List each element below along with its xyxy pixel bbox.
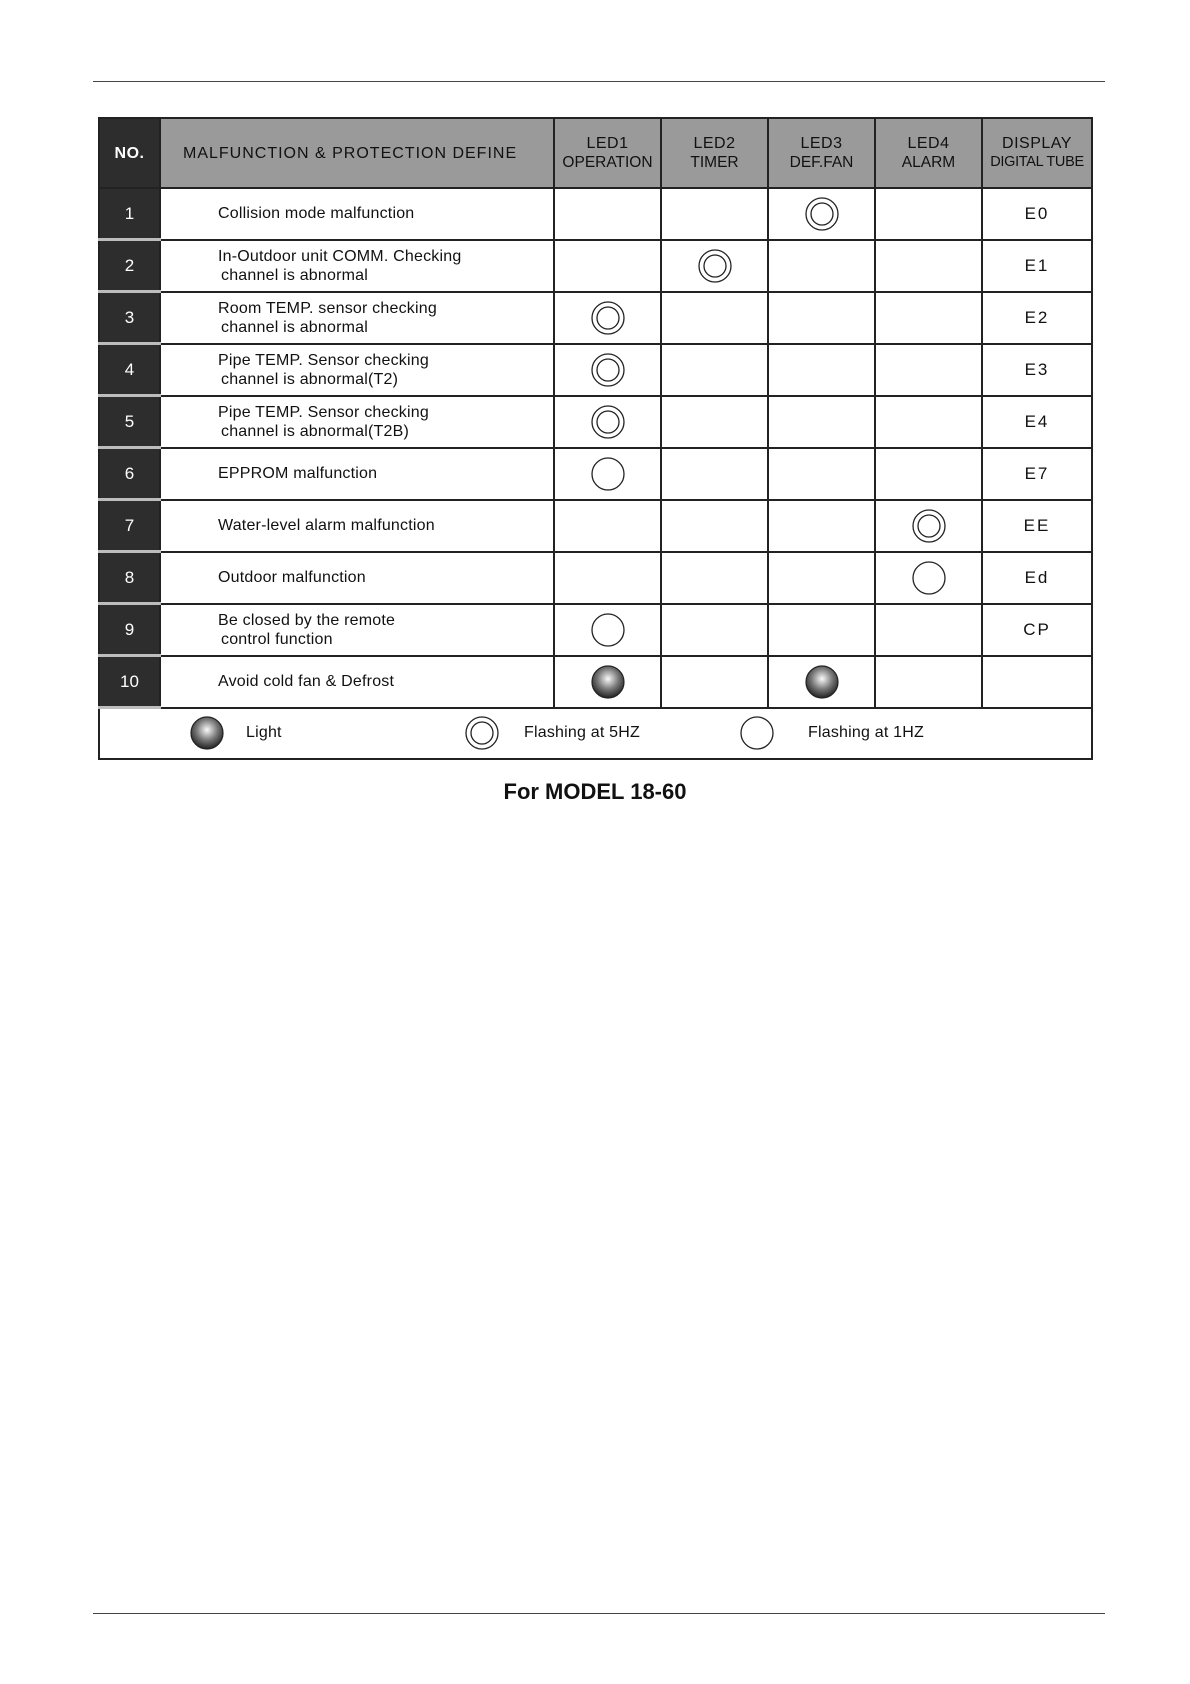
header-display: DISPLAY DIGITAL TUBE <box>982 118 1092 188</box>
row-led1 <box>554 188 661 240</box>
row-led3 <box>768 500 875 552</box>
row-led4 <box>875 344 982 396</box>
row-description: EPPROM malfunction <box>160 448 554 500</box>
table-row <box>99 396 1092 448</box>
table-row <box>99 344 1092 396</box>
row-description: In-Outdoor unit COMM. Checking channel is abnormal <box>160 240 554 292</box>
row-display-code: E4 <box>982 396 1092 448</box>
row-led3 <box>768 344 875 396</box>
row-led3 <box>768 396 875 448</box>
row-display-code: E7 <box>982 448 1092 500</box>
row-display-code: E3 <box>982 344 1092 396</box>
row-number: 1 <box>99 188 160 240</box>
row-description: Pipe TEMP. Sensor checking channel is abnormal(T2B) <box>160 396 554 448</box>
row-led2 <box>661 188 768 240</box>
row-led4 <box>875 604 982 656</box>
row-led4 <box>875 188 982 240</box>
row-display-code: CP <box>982 604 1092 656</box>
row-led1 <box>554 448 661 500</box>
row-led3 <box>768 448 875 500</box>
row-led2 <box>661 396 768 448</box>
led-flash-5hz-icon <box>698 249 732 283</box>
row-led2 <box>661 448 768 500</box>
row-number: 8 <box>99 552 160 604</box>
row-description: Collision mode malfunction <box>160 188 554 240</box>
led-flash-1hz-icon <box>591 457 625 491</box>
row-led1 <box>554 500 661 552</box>
row-led4 <box>875 656 982 708</box>
row-description: Pipe TEMP. Sensor checking channel is abnormal(T2) <box>160 344 554 396</box>
header-led4: LED4 ALARM <box>875 118 982 188</box>
legend-flash5: Flashing at 5HZ <box>465 716 640 750</box>
bottom-rule <box>93 1613 1105 1614</box>
header-led1: LED1 OPERATION <box>554 118 661 188</box>
legend-row <box>99 708 1092 760</box>
row-led2 <box>661 500 768 552</box>
led-light-icon <box>190 716 224 750</box>
row-led2 <box>661 604 768 656</box>
row-led4 <box>875 396 982 448</box>
row-display-code <box>982 656 1092 708</box>
row-led4 <box>875 292 982 344</box>
row-number: 3 <box>99 292 160 344</box>
row-number: 9 <box>99 604 160 656</box>
table-row <box>99 188 1092 240</box>
led-flash-1hz-icon <box>912 561 946 595</box>
legend-light: Light <box>190 716 282 750</box>
header-no: NO. <box>99 118 160 188</box>
row-number: 7 <box>99 500 160 552</box>
row-led4 <box>875 500 982 552</box>
row-led1 <box>554 604 661 656</box>
row-description: Room TEMP. sensor checking channel is abnormal <box>160 292 554 344</box>
table-row <box>99 240 1092 292</box>
row-description: Outdoor malfunction <box>160 552 554 604</box>
row-led1 <box>554 344 661 396</box>
row-description: Avoid cold fan & Defrost <box>160 656 554 708</box>
led-light-icon <box>805 665 839 699</box>
row-number: 5 <box>99 396 160 448</box>
header-row <box>99 118 1092 188</box>
row-led1 <box>554 656 661 708</box>
header-led2: LED2 TIMER <box>661 118 768 188</box>
table-row <box>99 500 1092 552</box>
table-row <box>99 604 1092 656</box>
row-led3 <box>768 552 875 604</box>
row-led2 <box>661 552 768 604</box>
led-flash-1hz-icon <box>740 716 774 750</box>
row-led3 <box>768 188 875 240</box>
malfunction-table <box>98 117 1093 760</box>
row-led2 <box>661 344 768 396</box>
table-row <box>99 552 1092 604</box>
led-flash-5hz-icon <box>805 197 839 231</box>
row-display-code: Ed <box>982 552 1092 604</box>
row-description: Be closed by the remote control function <box>160 604 554 656</box>
row-number: 6 <box>99 448 160 500</box>
row-led2 <box>661 656 768 708</box>
row-display-code: E0 <box>982 188 1092 240</box>
row-led1 <box>554 552 661 604</box>
legend <box>100 709 1091 758</box>
header-define: MALFUNCTION & PROTECTION DEFINE <box>160 118 554 188</box>
table-row <box>99 448 1092 500</box>
row-display-code: E2 <box>982 292 1092 344</box>
led-flash-5hz-icon <box>591 301 625 335</box>
led-flash-5hz-icon <box>591 405 625 439</box>
table-row <box>99 656 1092 708</box>
table-row <box>99 292 1092 344</box>
row-led3 <box>768 604 875 656</box>
row-led4 <box>875 448 982 500</box>
row-number: 4 <box>99 344 160 396</box>
row-led4 <box>875 552 982 604</box>
model-caption: For MODEL 18-60 <box>503 779 687 804</box>
row-led2 <box>661 240 768 292</box>
led-light-icon <box>591 665 625 699</box>
header-led3: LED3 DEF.FAN <box>768 118 875 188</box>
row-led3 <box>768 656 875 708</box>
led-flash-5hz-icon <box>591 353 625 387</box>
row-display-code: EE <box>982 500 1092 552</box>
led-flash-5hz-icon <box>465 716 499 750</box>
row-led4 <box>875 240 982 292</box>
row-number: 2 <box>99 240 160 292</box>
row-number: 10 <box>99 656 160 708</box>
led-flash-1hz-icon <box>591 613 625 647</box>
legend-flash1: Flashing at 1HZ <box>740 716 924 750</box>
top-rule <box>93 81 1105 82</box>
row-led1 <box>554 240 661 292</box>
row-led3 <box>768 292 875 344</box>
row-led2 <box>661 292 768 344</box>
row-led1 <box>554 396 661 448</box>
row-led1 <box>554 292 661 344</box>
row-display-code: E1 <box>982 240 1092 292</box>
row-description: Water-level alarm malfunction <box>160 500 554 552</box>
row-led3 <box>768 240 875 292</box>
led-flash-5hz-icon <box>912 509 946 543</box>
